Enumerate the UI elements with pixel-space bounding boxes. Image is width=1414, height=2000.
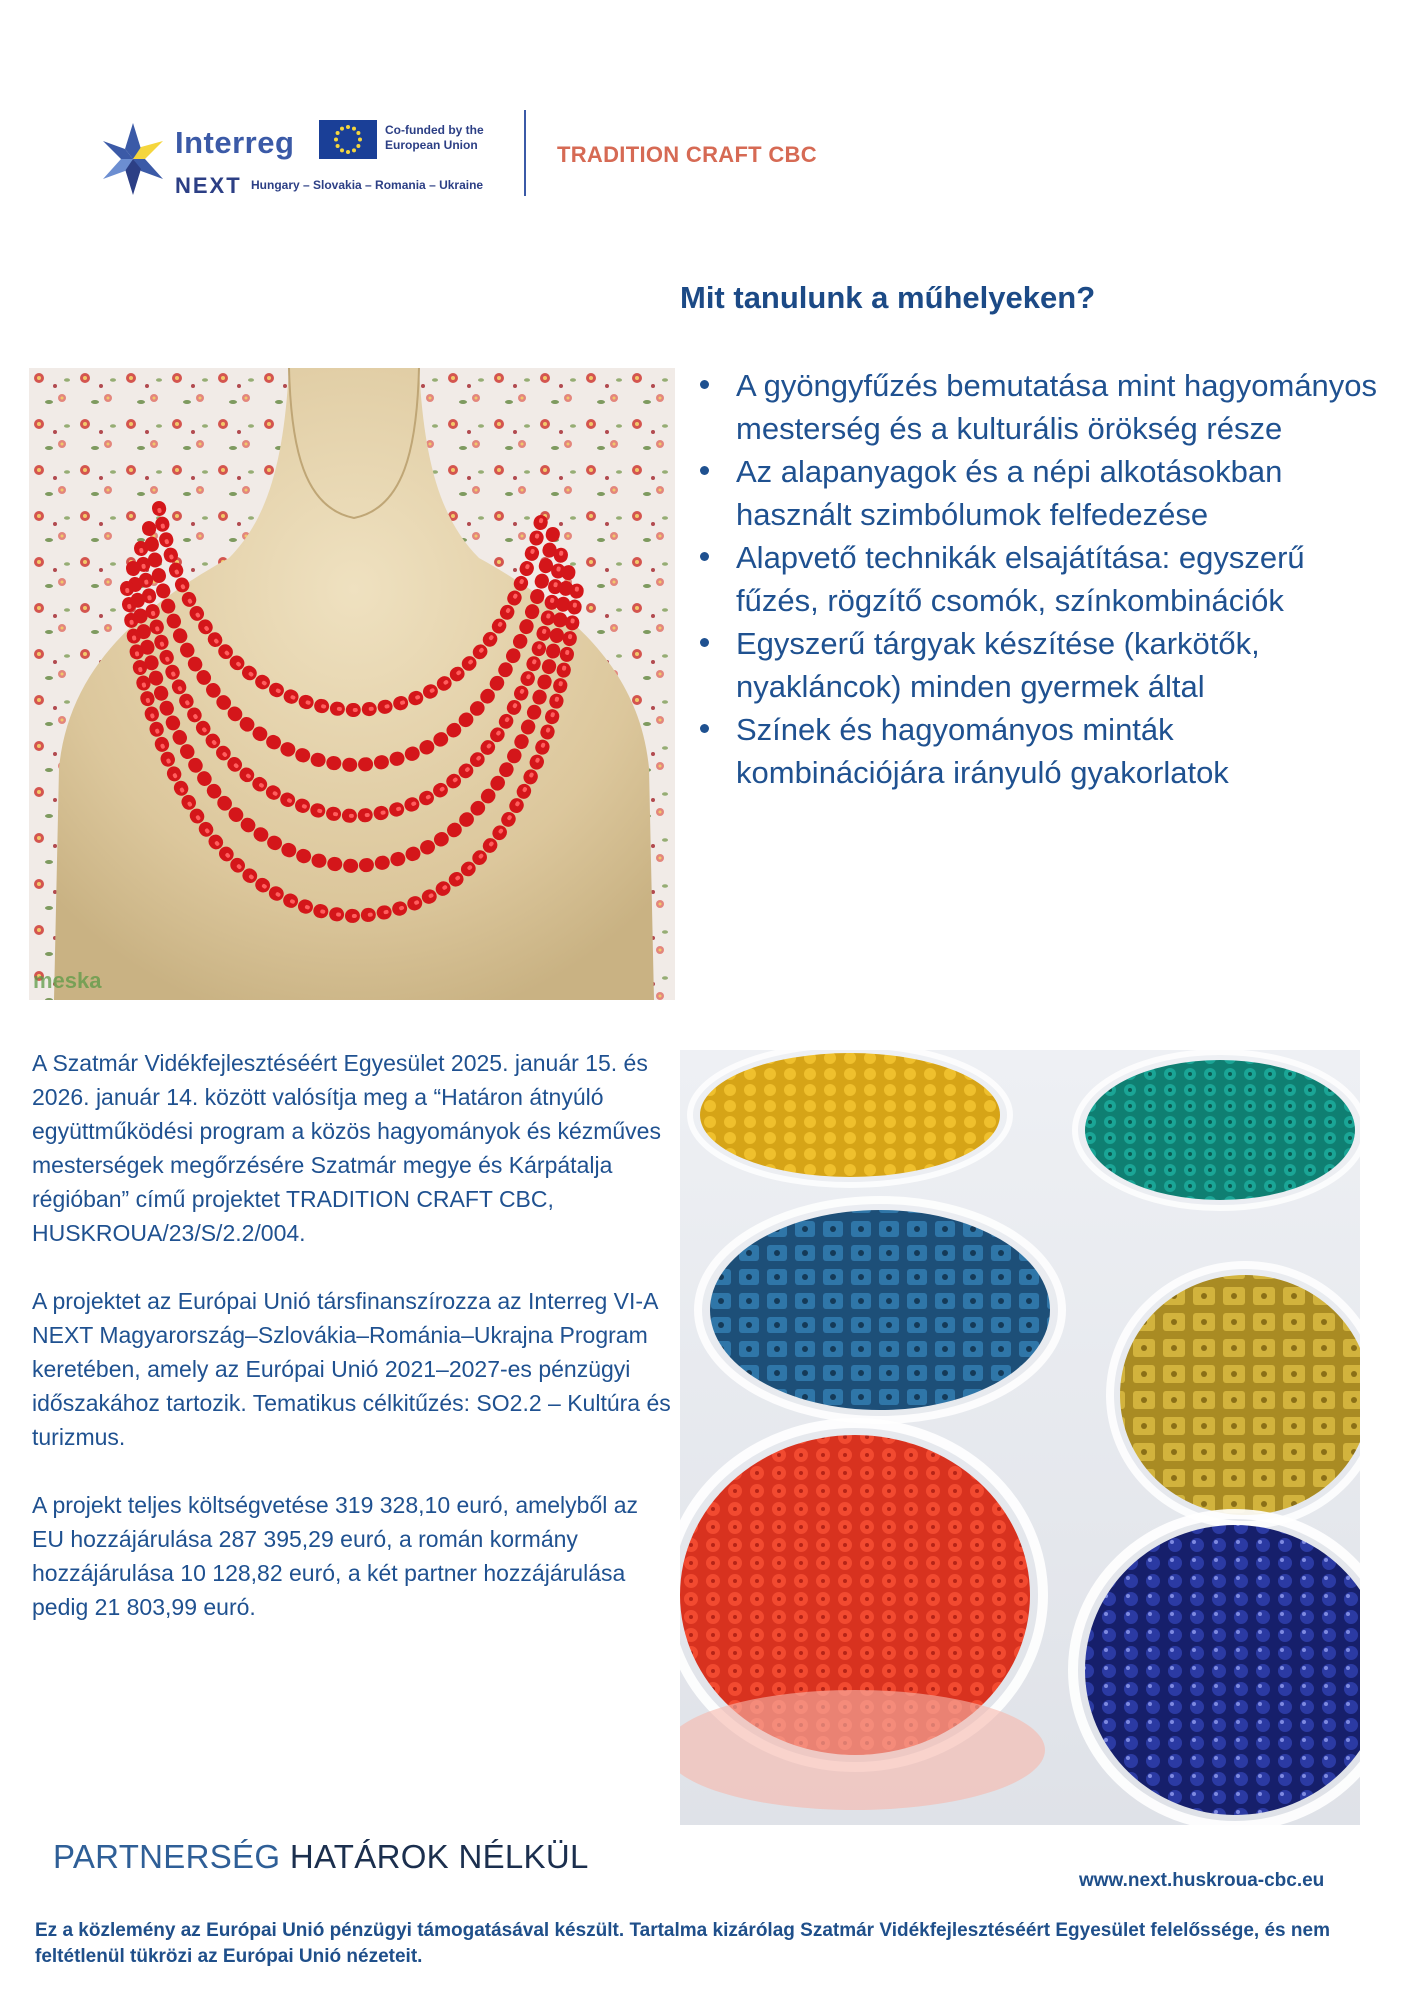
- paragraph-project: A Szatmár Vidékfejlesztéséért Egyesület 2025. január 15. és 2026. január 14. között valósítja meg a “Határon átnyúló együttműködési program a közös hagyományok és kézműves mesterségek megőrzésére Szatmár megye és Kárpátalja régióban” című projektet TRADITION CRAFT CBC, HUSKROUA/23/S/2.2/004.: [32, 1050, 661, 1246]
- necklace-photo: [29, 368, 675, 1000]
- eu-flag-icon: [319, 120, 377, 159]
- partnership-slogan: [53, 1838, 589, 1876]
- interreg-wordmark: Interreg: [175, 125, 295, 160]
- slogan-part-2: HATÁROK NÉLKÜL: [289, 1838, 589, 1875]
- list-item: A gyöngyfűzés bemutatása mint hagyományos mesterség és a kulturális örökség része: [700, 364, 1380, 450]
- photo-watermark: meska: [33, 968, 102, 993]
- list-item: Egyszerű tárgyak készítése (karkötők, nyakláncok) minden gyermek által: [700, 622, 1380, 708]
- list-item: Az alapanyagok és a népi alkotásokban használt szimbólumok felfedezése: [700, 450, 1380, 536]
- website-link[interactable]: www.next.huskroua-cbc.eu: [1079, 1870, 1325, 1891]
- paragraph-budget: A projekt teljes költségvetése 319 328,10 euró, amelyből az EU hozzájárulása 287 395,29 euró, a román kormány hozzájárulása 10 128,82 euró, a két partner hozzájárulása pedig 21 803,99 euró.: [32, 1492, 639, 1620]
- interreg-star-icon: [97, 119, 169, 199]
- eu-disclaimer: Ez a közlemény az Európai Unió pénzügyi támogatásával készült. Tartalma kizárólag Szatmár Vidékfejlesztéséért Egyesület felelőssége, és nem feltétlenül tükrözi az Európai Unió nézeteit.: [35, 1920, 1330, 1967]
- slogan-part-1: PARTNERSÉG: [53, 1838, 281, 1875]
- header-divider: [524, 110, 526, 196]
- list-item: Alapvető technikák elsajátítása: egyszerű fűzés, rögzítő csomók, színkombinációk: [700, 536, 1380, 622]
- countries-label: Hungary – Slovakia – Romania – Ukraine: [251, 178, 484, 192]
- beads-photo: [680, 1050, 1360, 1825]
- next-wordmark: NEXT: [175, 173, 242, 198]
- learning-list: [700, 364, 1380, 794]
- interreg-next-logo: [97, 115, 527, 205]
- list-item: Színek és hagyományos minták kombinációjára irányuló gyakorlatok: [700, 708, 1380, 794]
- cofunded-label: Co-funded by the European Union: [385, 123, 484, 152]
- section-heading: Mit tanulunk a műhelyeken?: [680, 280, 1096, 315]
- project-name: TRADITION CRAFT CBC: [557, 142, 817, 167]
- project-description: [32, 1046, 672, 1658]
- paragraph-funding: A projektet az Európai Unió társfinanszírozza az Interreg VI-A NEXT Magyarország–Szlovákia–Románia–Ukrajna Program keretében, amely az Európai Unió 2021–2027-es pénzügyi időszakához tartozik. Tematikus célkitűzés: SO2.2 – Kultúra és turizmus.: [32, 1288, 671, 1450]
